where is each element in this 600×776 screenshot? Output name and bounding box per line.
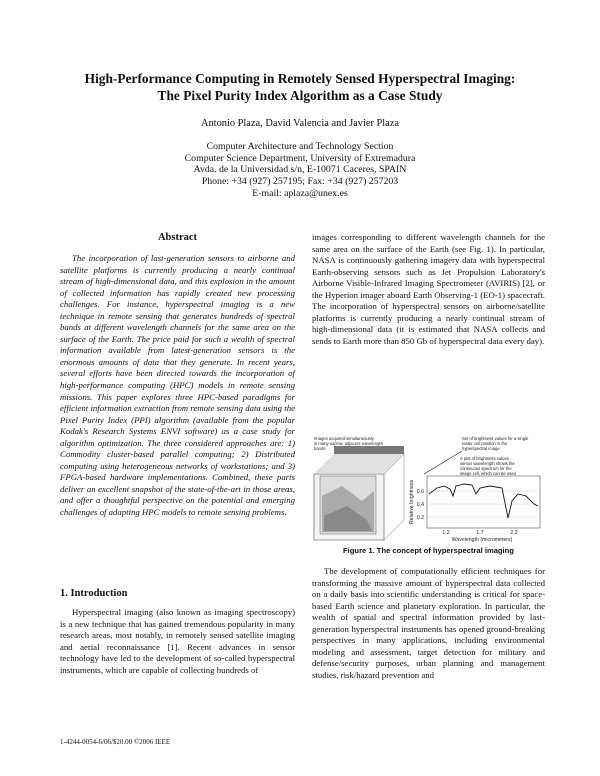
x-axis-label: Wavelength (micrometers)	[451, 537, 513, 543]
y-tick-label: 0.4	[416, 502, 424, 508]
x-tick-label: 2.2	[510, 530, 518, 536]
abstract-heading: Abstract	[157, 232, 198, 243]
hyperspectral-figure	[312, 436, 545, 543]
y-tick-label: 0.2	[416, 515, 424, 521]
spectrum-plot	[409, 476, 540, 543]
affiliation-line: Computer Science Department, University of Extremadura	[184, 152, 416, 164]
x-tick-label: 1.2	[442, 530, 450, 536]
affiliation	[0, 141, 600, 200]
paper-title	[0, 70, 600, 104]
figure-annotation-left: bands	[314, 446, 326, 451]
figure-annotation-right-top: hyperspectral image	[462, 446, 500, 451]
affiliation-line: Computer Architecture and Technology Section	[206, 141, 394, 152]
top-image-layer	[334, 446, 404, 454]
figure-annotation-right-mid: versus wavelength shows the	[460, 461, 515, 466]
affiliation-email: E-mail: aplaza@unex.es	[252, 187, 348, 199]
copyright-footer: 1-4244-0054-6/06/$20.00 ©2006 IEEE	[60, 738, 171, 746]
y-tick-label: 0.6	[416, 489, 424, 495]
figure-annotation-right-mid: A plot of brightness values	[460, 456, 509, 461]
affiliation-line: Phone: +34 (927) 257195; Fax: +34 (927) 257203	[201, 176, 399, 188]
x-tick-label: 1.7	[476, 530, 484, 536]
abstract-text: The incorporation of last-generation sensors to airborne and satellite platforms is currently producing a nearly continual stream of high-dimensional data, and this explosion in the amount of collected information has rapidly created new processing challenges. For instance, hyperspectral imaging is a new technique in remote sensing that generates hundreds of spectral bands at different wavelength channels for the same area on the surface of the Earth. The price paid for such a wealth of spectral information available from latest-generation sensors is the enormous amounts of data that they generate. In recent years, several efforts have been directed towards the incorporation of high-performance computing (HPC) models in remote sensing missions. This paper explores three HPC-based paradigms for efficient information extraction from remote sensing data using the Pixel Purity Index (PPI) algorithm (available from the popular Kodak's Research Systems ENVI software) as a case study for algorithm optimization. The three considered approaches are: 1) Commodity cluster-based parallel computing; 2) Distributed computing using heterogeneous networks of workstations; and 3) FPGA-based hardware implementations. Combined, these parts deliver an excellent snapshot of the state-of-the-art in those areas, and offer a thoughtful perspective on the potential and emerging challenges of adapting HPC models to remote sensing problems.	[60, 253, 295, 518]
figure-annotation-left: in many narrow, adjacent wavelength	[314, 441, 383, 446]
hyperspectral-figure-svg	[312, 436, 545, 544]
right-column-top-text: images corresponding to different wavelength channels for the same area on the surface of the Earth (see Fig. 1). In particular, NASA is continuously gathering imagery data with hyperspectral Earth-observing sensors such as Jet Propulsion Laboratory's Airborne Visible-Infrared Imaging Spectrometer (AVIRIS) [2], or the Hyperion imager aboard Earth Observing-1 (EO-1) spacecraft. The incorporation of hyperspectral sensors on airborne/satellite platforms is currently producing a nearly continual stream of high-dimensional data (it is estimated that NASA collects and sends to Earth more than 850 Gb of hyperspectral data every day).	[312, 232, 545, 346]
paper-title-line-2: The Pixel Purity Index Algorithm as a Case Study	[157, 88, 443, 103]
image-cube-stack	[314, 446, 404, 540]
figure-annotation-right-top: Set of brightness values for a single	[462, 436, 529, 441]
y-axis-label: Relative brightness	[409, 479, 415, 525]
figure-annotation-right-mid: image cell, which can be used	[460, 471, 516, 476]
right-column-bottom-text: The development of computationally efficient techniques for transforming the massive amount of hyperspectral data collected on a daily basis into scientific understanding is critical for space-based Earth science and planetary exploration. In particular, the wealth of spatial and spectral information provided by last-generation hyperspectral instruments has opened ground-breaking perspectives in many applications, including environmental modeling and assessment, target detection for military and defense/security purposes, urban planning and management studies, risk/hazard prevention and	[312, 566, 545, 680]
author-list: Antonio Plaza, David Valencia and Javier Plaza	[200, 118, 400, 129]
introduction-text: Hyperspectral imaging (also known as imaging spectroscopy) is a new technique that has gained tremendous popularity in many research areas, most notably, in remotely sensed satellite imaging and aerial reconnaissance [1]. Recent advances in sensor technology have led to the development of so-called hyperspectral instruments, which are capable of collecting hundreds of	[60, 607, 295, 675]
figure-annotation-right-top: raster cell position in the	[462, 441, 508, 446]
figure-caption: Figure 1. The concept of hyperspectral imaging	[343, 546, 514, 555]
affiliation-line: Avda. de la Universidad s/n, E-10071 Caceres, SPAIN	[193, 164, 407, 176]
figure-annotation-right-mid: continuous spectrum for the	[460, 466, 512, 471]
paper-title-line-1: High-Performance Computing in Remotely Sensed Hyperspectral Imaging:	[84, 71, 516, 86]
introduction-heading: 1. Introduction	[60, 588, 128, 599]
figure-annotation-left: Images acquired simultaneously	[314, 436, 374, 441]
